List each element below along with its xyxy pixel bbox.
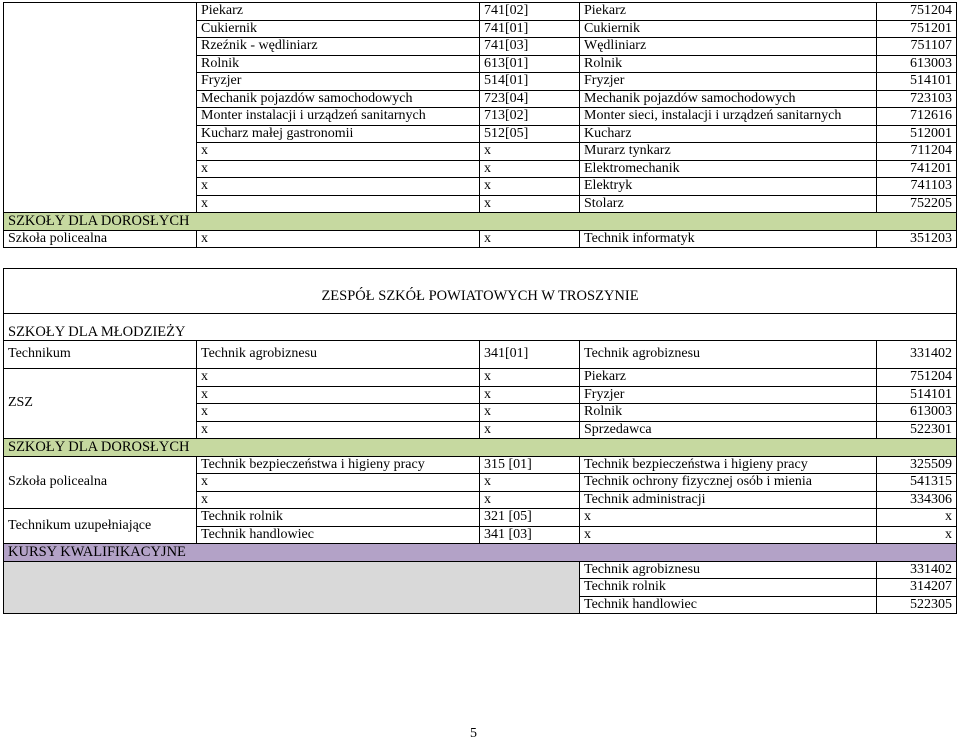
- table-cell: 751107: [877, 38, 957, 56]
- table-cell: Technik handlowiec: [580, 596, 877, 614]
- table-cell: x: [197, 160, 480, 178]
- table-cell: Technik ochrony fizycznej osób i mienia: [580, 474, 877, 492]
- table-cell: x: [580, 509, 877, 527]
- table-cell: Monter instalacji i urządzeń sanitarnych: [197, 108, 480, 126]
- table-cell: 514101: [877, 73, 957, 91]
- table-cell: Monter sieci, instalacji i urządzeń sanitarnych: [580, 108, 877, 126]
- table-cell: 512001: [877, 125, 957, 143]
- table-cell: x: [877, 509, 957, 527]
- table-cell: 541315: [877, 474, 957, 492]
- section-heading: SZKOŁY DLA DOROSŁYCH: [4, 213, 957, 231]
- table-cell: Wędliniarz: [580, 38, 877, 56]
- table-cell: x: [480, 421, 580, 439]
- table-cell: x: [480, 474, 580, 492]
- table-cell: 331402: [877, 341, 957, 369]
- table-cell: 741103: [877, 178, 957, 196]
- table-cell: Cukiernik: [197, 20, 480, 38]
- table-cell: x: [197, 404, 480, 422]
- section-row: [4, 213, 957, 231]
- table-cell: 351203: [877, 230, 957, 248]
- table-cell: x: [197, 230, 480, 248]
- empty-shaded-cell: [4, 561, 580, 614]
- table-cell: Technik bezpieczeństwa i higieny pracy: [197, 456, 480, 474]
- table-cell: 741[01]: [480, 20, 580, 38]
- table-cell: Stolarz: [580, 195, 877, 213]
- table-cell: 315 [01]: [480, 456, 580, 474]
- table-cell: 522301: [877, 421, 957, 439]
- table-cell: x: [197, 178, 480, 196]
- table-cell: Rolnik: [580, 404, 877, 422]
- table-cell: 741[02]: [480, 3, 580, 21]
- table-cell: x: [480, 160, 580, 178]
- page-number: 5: [470, 726, 477, 741]
- table-cell: Murarz tynkarz: [580, 143, 877, 161]
- table-cell: 713[02]: [480, 108, 580, 126]
- table-cell: 613[01]: [480, 55, 580, 73]
- table-cell: Piekarz: [197, 3, 480, 21]
- table-cell: Technik rolnik: [197, 509, 480, 527]
- table-cell: 751204: [877, 369, 957, 387]
- table-cell: x: [197, 421, 480, 439]
- section-row: [4, 314, 957, 341]
- table-cell: Technik bezpieczeństwa i higieny pracy: [580, 456, 877, 474]
- table-cell: x: [197, 491, 480, 509]
- table-cell: Rolnik: [580, 55, 877, 73]
- table-row: [4, 341, 957, 369]
- table-cell: x: [197, 474, 480, 492]
- table-cell: 314207: [877, 579, 957, 597]
- school-title: ZESPÓŁ SZKÓŁ POWIATOWYCH W TROSZYNIE: [4, 269, 957, 314]
- table-cell: 741[03]: [480, 38, 580, 56]
- table-cell: Technik administracji: [580, 491, 877, 509]
- table-cell: Rolnik: [197, 55, 480, 73]
- school-type: Szkoła policealna: [4, 456, 197, 509]
- section-heading: SZKOŁY DLA MŁODZIEŻY: [4, 314, 957, 341]
- table-cell: 712616: [877, 108, 957, 126]
- table-cell: 741201: [877, 160, 957, 178]
- table-cell: Technik rolnik: [580, 579, 877, 597]
- table-cell: 331402: [877, 561, 957, 579]
- table-cell: 514[01]: [480, 73, 580, 91]
- table-cell: x: [480, 386, 580, 404]
- table-row: [4, 369, 957, 387]
- table-cell: 752205: [877, 195, 957, 213]
- table-top: [3, 2, 957, 248]
- table-cell: Piekarz: [580, 369, 877, 387]
- table-cell: Technik agrobiznesu: [197, 341, 480, 369]
- table-row: [4, 509, 957, 527]
- table-cell: x: [877, 526, 957, 544]
- table-row: [4, 3, 957, 21]
- table-cell: Mechanik pojazdów samochodowych: [197, 90, 480, 108]
- table-cell: Elektromechanik: [580, 160, 877, 178]
- section-heading: SZKOŁY DLA DOROSŁYCH: [4, 439, 957, 457]
- section-row: [4, 544, 957, 562]
- table-cell: x: [197, 195, 480, 213]
- table-cell: 334306: [877, 491, 957, 509]
- table-cell: x: [480, 491, 580, 509]
- table-cell: Sprzedawca: [580, 421, 877, 439]
- table-cell: 325509: [877, 456, 957, 474]
- table-cell: Kucharz: [580, 125, 877, 143]
- table-cell: 613003: [877, 55, 957, 73]
- table-cell: Elektryk: [580, 178, 877, 196]
- table-cell: Fryzjer: [197, 73, 480, 91]
- table-cell: 321 [05]: [480, 509, 580, 527]
- table-cell: Rzeźnik - wędliniarz: [197, 38, 480, 56]
- table-cell: Technik agrobiznesu: [580, 341, 877, 369]
- title-row: [4, 269, 957, 314]
- table-cell: 522305: [877, 596, 957, 614]
- table-cell: Cukiernik: [580, 20, 877, 38]
- table-cell: Kucharz małej gastronomii: [197, 125, 480, 143]
- school-type: Szkoła policealna: [4, 230, 197, 248]
- table-cell: 341 [03]: [480, 526, 580, 544]
- table-cell: x: [480, 230, 580, 248]
- table-cell: x: [480, 369, 580, 387]
- table-cell: 751204: [877, 3, 957, 21]
- table-cell: 751201: [877, 20, 957, 38]
- table-cell: Fryzjer: [580, 73, 877, 91]
- table-cell: Piekarz: [580, 3, 877, 21]
- table-cell: x: [197, 143, 480, 161]
- school-type: ZSZ: [4, 369, 197, 439]
- table-cell: Technik handlowiec: [197, 526, 480, 544]
- table-row: [4, 456, 957, 474]
- table-cell: Fryzjer: [580, 386, 877, 404]
- table-cell: x: [480, 178, 580, 196]
- table-row: [4, 230, 957, 248]
- table-cell: 711204: [877, 143, 957, 161]
- table-cell: 512[05]: [480, 125, 580, 143]
- table-bottom: [3, 268, 957, 614]
- table-cell: Technik agrobiznesu: [580, 561, 877, 579]
- table-cell: x: [480, 143, 580, 161]
- table-cell: 613003: [877, 404, 957, 422]
- table-cell: Mechanik pojazdów samochodowych: [580, 90, 877, 108]
- section-heading: KURSY KWALIFIKACYJNE: [4, 544, 957, 562]
- table-row: [4, 561, 957, 579]
- school-type: Technikum uzupełniające: [4, 509, 197, 544]
- table-cell: x: [580, 526, 877, 544]
- table-cell: x: [197, 369, 480, 387]
- table-cell: 723103: [877, 90, 957, 108]
- table-cell: x: [197, 386, 480, 404]
- table-cell: 514101: [877, 386, 957, 404]
- school-type: Technikum: [4, 341, 197, 369]
- empty-type-cell: [4, 3, 197, 213]
- table-cell: 723[04]: [480, 90, 580, 108]
- section-row: [4, 439, 957, 457]
- table-cell: x: [480, 404, 580, 422]
- table-cell: x: [480, 195, 580, 213]
- table-cell: 341[01]: [480, 341, 580, 369]
- table-cell: Technik informatyk: [580, 230, 877, 248]
